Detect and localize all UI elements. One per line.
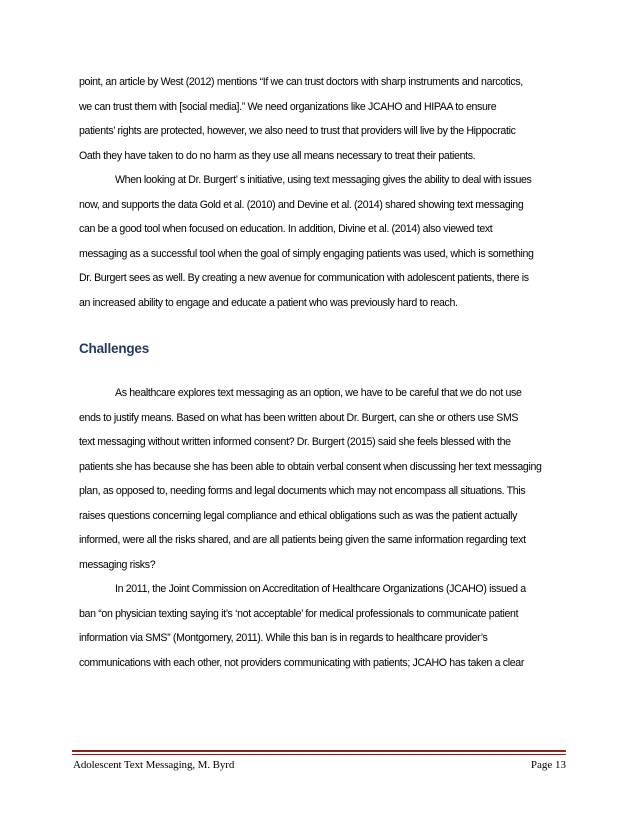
text-line: messaging risks? — [79, 558, 156, 571]
text-line: informed, were all the risks shared, and are all patients being given the same information regarding text — [79, 534, 526, 546]
text-line: raises questions concerning legal compliance and ethical obligations such as was the patient actually — [79, 509, 518, 522]
text-line: an increased ability to engage and educate a patient who was previously hard to reach. — [79, 296, 458, 309]
text-line: information via SMS” (Montgomery, 2011). While this ban is in regards to healthcare provider’s — [79, 632, 488, 644]
text-line: point, an article by West (2012) mentions “If we can trust doctors with sharp instruments and narcotics, — [79, 76, 523, 88]
text-line: ends to justify means. Based on what has been written about Dr. Burgert, can she or others use SMS — [79, 411, 519, 424]
paragraph-1 — [79, 70, 569, 168]
paragraph-3 — [79, 381, 569, 577]
text-line: ban “on physician texting saying it’s ‘not acceptable’ for medical professionals to communicate patient — [79, 607, 519, 620]
paragraph-2 — [79, 168, 569, 315]
text-line: plan, as opposed to, needing forms and legal documents which may not encompass all situations. This — [79, 485, 526, 497]
text-line: When looking at Dr. Burgert’ s initiative, using text messaging gives the ability to deal with issues — [115, 174, 532, 186]
footer-page-number: Page 13 — [530, 759, 566, 771]
text-line: we can trust them with [social media].” We need organizations like JCAHO and HIPAA to ensure — [79, 100, 497, 113]
section-heading: Challenges — [79, 341, 150, 356]
text-line: Oath they have taken to do no harm as they use all means necessary to treat their patients. — [79, 149, 476, 162]
section-heading-block — [79, 315, 569, 373]
text-line: messaging as a successful tool when the goal of simply engaging patients was used, which is something — [79, 247, 534, 260]
text-line: As healthcare explores text messaging as an option, we have to be careful that we do not use — [115, 387, 522, 399]
footer-rule-thin — [72, 754, 566, 755]
text-line: patients she has because she has been able to obtain verbal consent when discussing her text messaging — [79, 460, 542, 473]
text-line: patients’ rights are protected, however, we also need to trust that providers will live by the Hippocratic — [79, 125, 516, 137]
body-text — [79, 70, 569, 675]
footer-rule-thick — [72, 750, 566, 752]
text-line: Dr. Burgert sees as well. By creating a new avenue for communication with adolescent patients, there is — [79, 272, 529, 284]
text-line: communications with each other, not providers communicating with patients; JCAHO has taken a clear — [79, 656, 525, 669]
text-line: text messaging without written informed consent? Dr. Burgert (2015) said she feels blessed with the — [79, 436, 511, 448]
text-line: In 2011, the Joint Commission on Accreditation of Healthcare Organizations (JCAHO) issued a — [115, 583, 526, 595]
paragraph-4 — [79, 577, 569, 675]
text-line: now, and supports the data Gold et al. (2010) and Devine et al. (2014) shared showing text messaging — [79, 198, 524, 211]
spacer — [79, 373, 569, 381]
text-line: can be a good tool when focused on education. In addition, Divine et al. (2014) also viewed text — [79, 223, 493, 235]
footer-running-title: Adolescent Text Messaging, M. Byrd — [73, 759, 235, 771]
